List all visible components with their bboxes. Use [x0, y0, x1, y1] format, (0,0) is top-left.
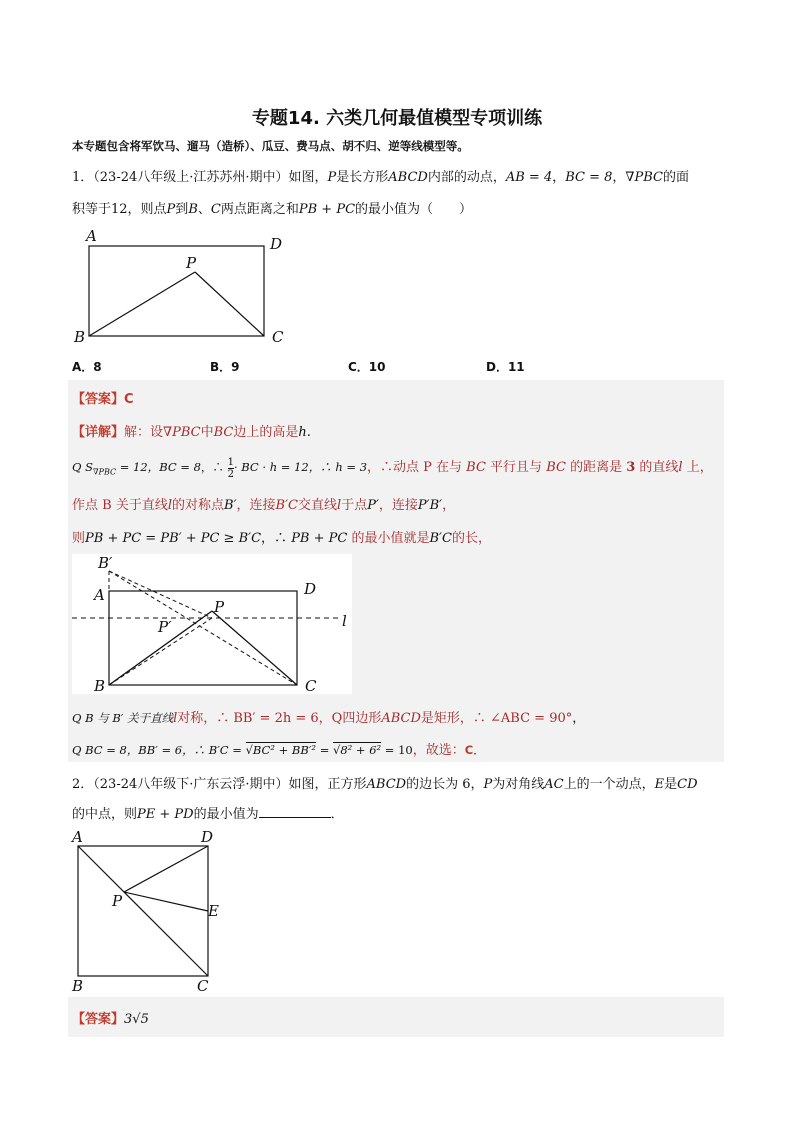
- q2-answer-band: [68, 997, 724, 1037]
- q1-answer: [72, 388, 134, 407]
- q1-text: 的面: [663, 170, 690, 185]
- label-p: P: [112, 892, 123, 910]
- detail-math: Q BC = 8: [72, 743, 127, 757]
- q2-text: 为对角线: [492, 777, 545, 792]
- detail-math: l: [173, 711, 178, 726]
- q2-text: ．: [330, 807, 344, 822]
- label-d: D: [304, 580, 317, 598]
- answer-value: C: [124, 392, 134, 407]
- answer-tag: 【答案】: [72, 392, 125, 407]
- label-a: A: [94, 586, 105, 604]
- option-d[interactable]: D．11: [486, 360, 525, 374]
- q1-text: 、: [197, 202, 211, 217]
- detail-math: = 12，: [116, 460, 160, 474]
- q1-text: 积等于12，则点: [72, 202, 167, 217]
- q2-math: CD: [677, 777, 698, 792]
- detail-text: 平行且与: [485, 460, 547, 475]
- q2-math: E: [654, 777, 665, 792]
- label-d: D: [270, 235, 283, 253]
- detail-text: 解：设∇: [124, 425, 173, 440]
- detail-text: 作点 B 关于直线: [72, 498, 168, 513]
- detail-text: ，连接: [378, 498, 418, 513]
- detail-math: BC = 8: [159, 460, 201, 474]
- diagonal-ac: [78, 846, 208, 976]
- q2-text: 是: [664, 777, 678, 792]
- detail-text: ，∴: [261, 531, 292, 546]
- label-e: E: [208, 902, 219, 920]
- detail-math: ，BB′ = 6: [126, 743, 183, 757]
- label-c: C: [197, 977, 209, 995]
- fraction-denominator: 2: [227, 468, 234, 480]
- q2-text: 的中点，则: [72, 807, 138, 822]
- q1-math: PBC: [634, 170, 663, 185]
- q1-text: 是长方形: [336, 170, 389, 185]
- q2-text: 的边长为 6，: [406, 777, 484, 792]
- detail-text: ，: [572, 711, 586, 726]
- q2-text: 上的一个动点，: [563, 777, 655, 792]
- label-b-prime: B′: [98, 554, 113, 572]
- detail-text: ，∴动点 P 在与: [367, 460, 467, 475]
- q1-figure-rectangle: [72, 226, 302, 348]
- detail-text: ，故选：: [412, 743, 465, 758]
- detail-text: 的对称点: [172, 498, 225, 513]
- option-b[interactable]: B．9: [210, 360, 240, 374]
- q1-detail-line1: [72, 421, 311, 440]
- detail-math: Q B 与 B′ 关于直线: [72, 711, 174, 725]
- detail-tag: 【详解】: [72, 425, 125, 440]
- q1-text: ，: [552, 170, 566, 185]
- q1-detail-line6: [72, 739, 485, 758]
- q1-text: 两点距离之和: [220, 202, 299, 217]
- detail-text: 边上的高是: [233, 425, 299, 440]
- detail-text: 上，: [682, 460, 713, 475]
- answer-blank[interactable]: [259, 805, 331, 818]
- q1-detail-line3: [72, 494, 455, 513]
- detail-math-sqrt: √8² + 6²: [333, 743, 382, 757]
- label-l: l: [342, 612, 347, 630]
- detail-text: 是矩形，∴ ∠ABC = 90°: [420, 711, 573, 726]
- detail-text: ，∴: [200, 460, 228, 474]
- detail-text: 对称，∴ BB′ = 2h = 6: [177, 711, 319, 726]
- q2-figure-square: [70, 826, 230, 996]
- answer-value: 3√5: [124, 1012, 149, 1027]
- detail-text: = 10: [381, 743, 413, 757]
- segment-pd: [124, 846, 208, 892]
- label-a: A: [72, 828, 83, 846]
- option-a[interactable]: A．8: [72, 360, 102, 374]
- detail-math: Q S: [72, 460, 93, 474]
- q2-answer: [72, 1008, 149, 1027]
- detail-math: P′: [367, 498, 379, 513]
- detail-math: ，∴ B′C =: [182, 743, 246, 757]
- figure-background: [72, 554, 352, 694]
- label-d: D: [201, 828, 214, 846]
- detail-text: ，: [442, 498, 456, 513]
- detail-math: ，∴ h = 3: [308, 460, 368, 474]
- detail-math: B′C: [275, 498, 298, 513]
- q1-text: 的最小值为（ ）: [355, 202, 473, 217]
- rectangle-abcd: [89, 246, 264, 336]
- detail-text: 则: [72, 531, 86, 546]
- q2-stem-line2: [72, 803, 344, 822]
- q1-math: C: [210, 202, 221, 217]
- detail-text: 的长，: [451, 531, 491, 546]
- q1-text: 到: [175, 202, 189, 217]
- q1-math: P: [327, 170, 337, 185]
- detail-text: ．: [473, 743, 485, 757]
- segment-pc: [195, 272, 264, 336]
- segment-pb: [89, 272, 195, 336]
- detail-math: PB + PC: [291, 531, 348, 546]
- q1-text: ，∇: [612, 170, 635, 185]
- segment-pe: [124, 892, 208, 911]
- label-p: P: [214, 598, 225, 616]
- fraction-numerator: 1: [227, 456, 234, 468]
- detail-math: · BC · h = 12: [233, 460, 309, 474]
- q1-math: BC = 8: [565, 170, 613, 185]
- detail-math: BC: [213, 425, 234, 440]
- q1-math: ABCD: [388, 170, 428, 185]
- q2-math: AC: [544, 777, 564, 792]
- option-c[interactable]: C．10: [348, 360, 386, 374]
- q1-text: 内部的动点，: [427, 170, 506, 185]
- detail-math: B′: [224, 498, 237, 513]
- detail-math-sqrt: √BC² + BB′²: [245, 743, 317, 757]
- label-b: B: [72, 977, 84, 995]
- q1-math: PB + PC: [298, 202, 356, 217]
- detail-text: 的直线: [635, 460, 679, 475]
- detail-text: .: [306, 425, 311, 440]
- detail-text: 的最小值就是: [347, 531, 430, 546]
- q1-stem-line2: [72, 198, 472, 217]
- detail-math: B′C: [429, 531, 452, 546]
- detail-math: PB + PC = PB′ + PC ≥ B′C: [85, 531, 262, 546]
- q2-text: 的最小值为: [193, 807, 259, 822]
- q2-stem-line1: [72, 773, 698, 792]
- detail-text: ，Q四边形: [318, 711, 382, 726]
- detail-text: 于点: [341, 498, 368, 513]
- detail-math: PBC: [172, 425, 201, 440]
- label-a: A: [86, 227, 97, 245]
- q1-detail-line2: [72, 456, 713, 480]
- q1-detail-line4: [72, 527, 491, 546]
- detail-text: 的距离是: [565, 460, 627, 475]
- detail-answer: C: [464, 743, 474, 757]
- detail-math: l: [678, 460, 683, 475]
- q2-math: P: [483, 777, 493, 792]
- q1-math: P: [166, 202, 176, 217]
- detail-math: P′B′: [417, 498, 443, 513]
- q1-math: B: [188, 202, 198, 217]
- detail-math: BC: [546, 460, 566, 475]
- page-title: 专题14. 六类几何最值模型专项训练: [251, 108, 543, 129]
- q1-math: AB = 4: [505, 170, 553, 185]
- q1-stem-line1: [72, 166, 689, 185]
- q1-figure-reflection: [72, 554, 352, 694]
- answer-tag: 【答案】: [72, 1012, 125, 1027]
- label-p: P: [186, 254, 197, 272]
- q1-text: 1．（23-24八年级上·江苏苏州·期中）如图，: [72, 170, 328, 185]
- topic-intro: 本专题包含将军饮马、遛马（造桥）、瓜豆、费马点、胡不归、逆等线模型等。: [72, 139, 469, 153]
- detail-math: l: [167, 498, 172, 513]
- detail-text: =: [316, 743, 333, 757]
- detail-text: ，连接: [236, 498, 276, 513]
- detail-math: BC: [466, 460, 486, 475]
- detail-text: 3: [626, 460, 636, 475]
- detail-math-sub: ∇PBC: [92, 467, 117, 477]
- label-c: C: [305, 677, 317, 694]
- q2-text: 2．（23-24八年级下·广东云浮·期中）如图，正方形: [72, 777, 367, 792]
- detail-text: 中: [200, 425, 214, 440]
- detail-math: h: [298, 425, 307, 440]
- q2-math: ABCD: [366, 777, 407, 792]
- q2-math: PE + PD: [137, 807, 194, 822]
- detail-math: l: [337, 498, 342, 513]
- detail-text: 交直线: [298, 498, 338, 513]
- label-c: C: [272, 328, 284, 346]
- q1-detail-line5: [72, 707, 585, 726]
- label-p-prime: P′: [158, 618, 172, 636]
- label-b: B: [94, 677, 106, 694]
- label-b: B: [74, 328, 86, 346]
- detail-math: ABCD: [381, 711, 421, 726]
